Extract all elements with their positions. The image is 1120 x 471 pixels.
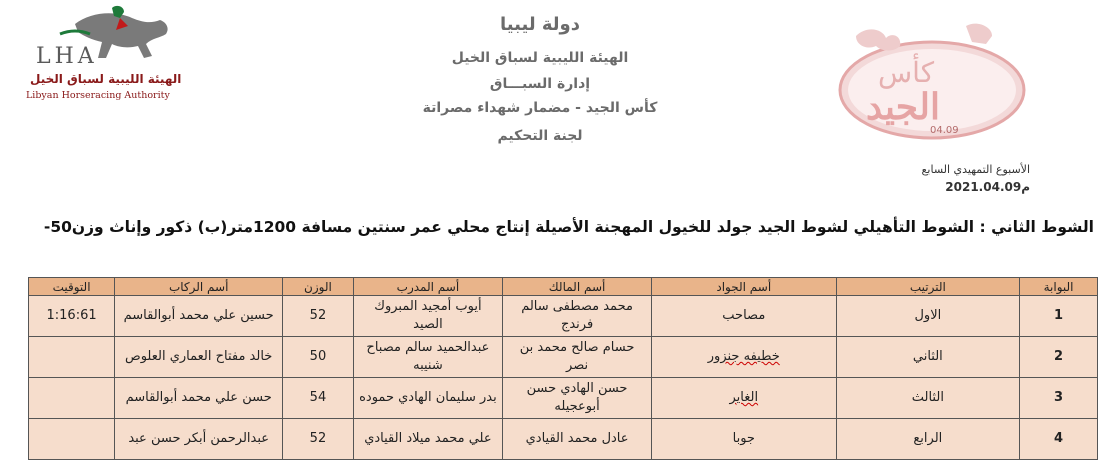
cell-jockey: عبدالرحمن أبكر حسن عبد <box>115 419 283 460</box>
cell-weight: 54 <box>283 378 353 419</box>
table-row <box>29 337 1098 378</box>
cell-owner: حسن الهادي حسن أبوعجيله <box>503 378 652 419</box>
cell-time <box>29 419 115 460</box>
cell-trainer: بدر سليمان الهادي حموده <box>353 378 502 419</box>
header-trainer: أسم المدرب <box>353 278 502 296</box>
table-header-row <box>29 278 1098 296</box>
header-rank: الترتيب <box>836 278 1020 296</box>
date-label: 2021.04.09م <box>945 180 1030 194</box>
cell-horse: جوبا <box>651 419 836 460</box>
authority-title: الهيئة الليبية لسباق الخيل <box>451 50 629 66</box>
table-row <box>29 419 1098 460</box>
committee-title: لجنة التحكيم <box>497 128 583 144</box>
header-horse: أسم الجواد <box>651 278 836 296</box>
race-title: الشوط الثاني : الشوط التأهيلي لشوط الجيد جولد للخيول المهجنة الأصيلة إنتاج محلي عمر سنتين مسافة 1200متر(ب) ذكور وإناث وزن50- <box>43 218 1094 236</box>
cell-gate: 4 <box>1020 419 1098 460</box>
cell-weight: 52 <box>283 419 353 460</box>
cell-rank: الثالث <box>836 378 1020 419</box>
state-title: دولة ليبيا <box>500 14 580 35</box>
cup-title: كأس الجيد - مضمار شهداء مصراتة <box>422 100 658 116</box>
header-weight: الوزن <box>283 278 353 296</box>
header-owner: أسم المالك <box>503 278 652 296</box>
cell-gate: 1 <box>1020 296 1098 337</box>
cell-jockey: حسن علي محمد أبوالقاسم <box>115 378 283 419</box>
table-row <box>29 378 1098 419</box>
cup-name: الجيد <box>866 86 940 128</box>
cup-date: 04.09 <box>930 125 959 136</box>
lha-abbr: LHA <box>36 44 98 69</box>
cell-owner: عادل محمد القيادي <box>503 419 652 460</box>
cell-jockey: حسين علي محمد أبوالقاسم <box>115 296 283 337</box>
cell-gate: 2 <box>1020 337 1098 378</box>
cell-horse: مصاحب <box>651 296 836 337</box>
cell-jockey: خالد مفتاح العماري العلوص <box>115 337 283 378</box>
cell-weight: 50 <box>283 337 353 378</box>
cell-time: 1:16:61 <box>29 296 115 337</box>
cell-weight: 52 <box>283 296 353 337</box>
cell-horse: خطيفه جنزور <box>651 337 836 378</box>
cell-time <box>29 378 115 419</box>
cell-rank: الاول <box>836 296 1020 337</box>
cell-trainer: أيوب أمجيد المبروك الصيد <box>353 296 502 337</box>
department-title: إدارة السبـــاق <box>489 76 591 92</box>
cell-gate: 3 <box>1020 378 1098 419</box>
cell-trainer: علي محمد ميلاد القيادي <box>353 419 502 460</box>
cell-rank: الثاني <box>836 337 1020 378</box>
header-jockey: أسم الركاب <box>115 278 283 296</box>
lha-english-name: Libyan Horseracing Authority <box>26 90 170 101</box>
cup-word: كأس <box>878 56 935 89</box>
header-time: التوقيت <box>29 278 115 296</box>
cell-horse: الغاير <box>651 378 836 419</box>
lha-arabic-name: الهيئة الليبية لسباق الخيل <box>30 72 182 86</box>
week-label: الأسبوع التمهيدي السابع <box>921 163 1030 176</box>
header-gate: البوابة <box>1020 278 1098 296</box>
cell-owner: حسام صالح محمد بن نصر <box>503 337 652 378</box>
cell-owner: محمد مصطفى سالم فرندج <box>503 296 652 337</box>
table-row <box>29 296 1098 337</box>
cell-trainer: عبدالحميد سالم مصباح شنيبه <box>353 337 502 378</box>
cell-rank: الرابع <box>836 419 1020 460</box>
cell-time <box>29 337 115 378</box>
results-table <box>28 277 1098 460</box>
